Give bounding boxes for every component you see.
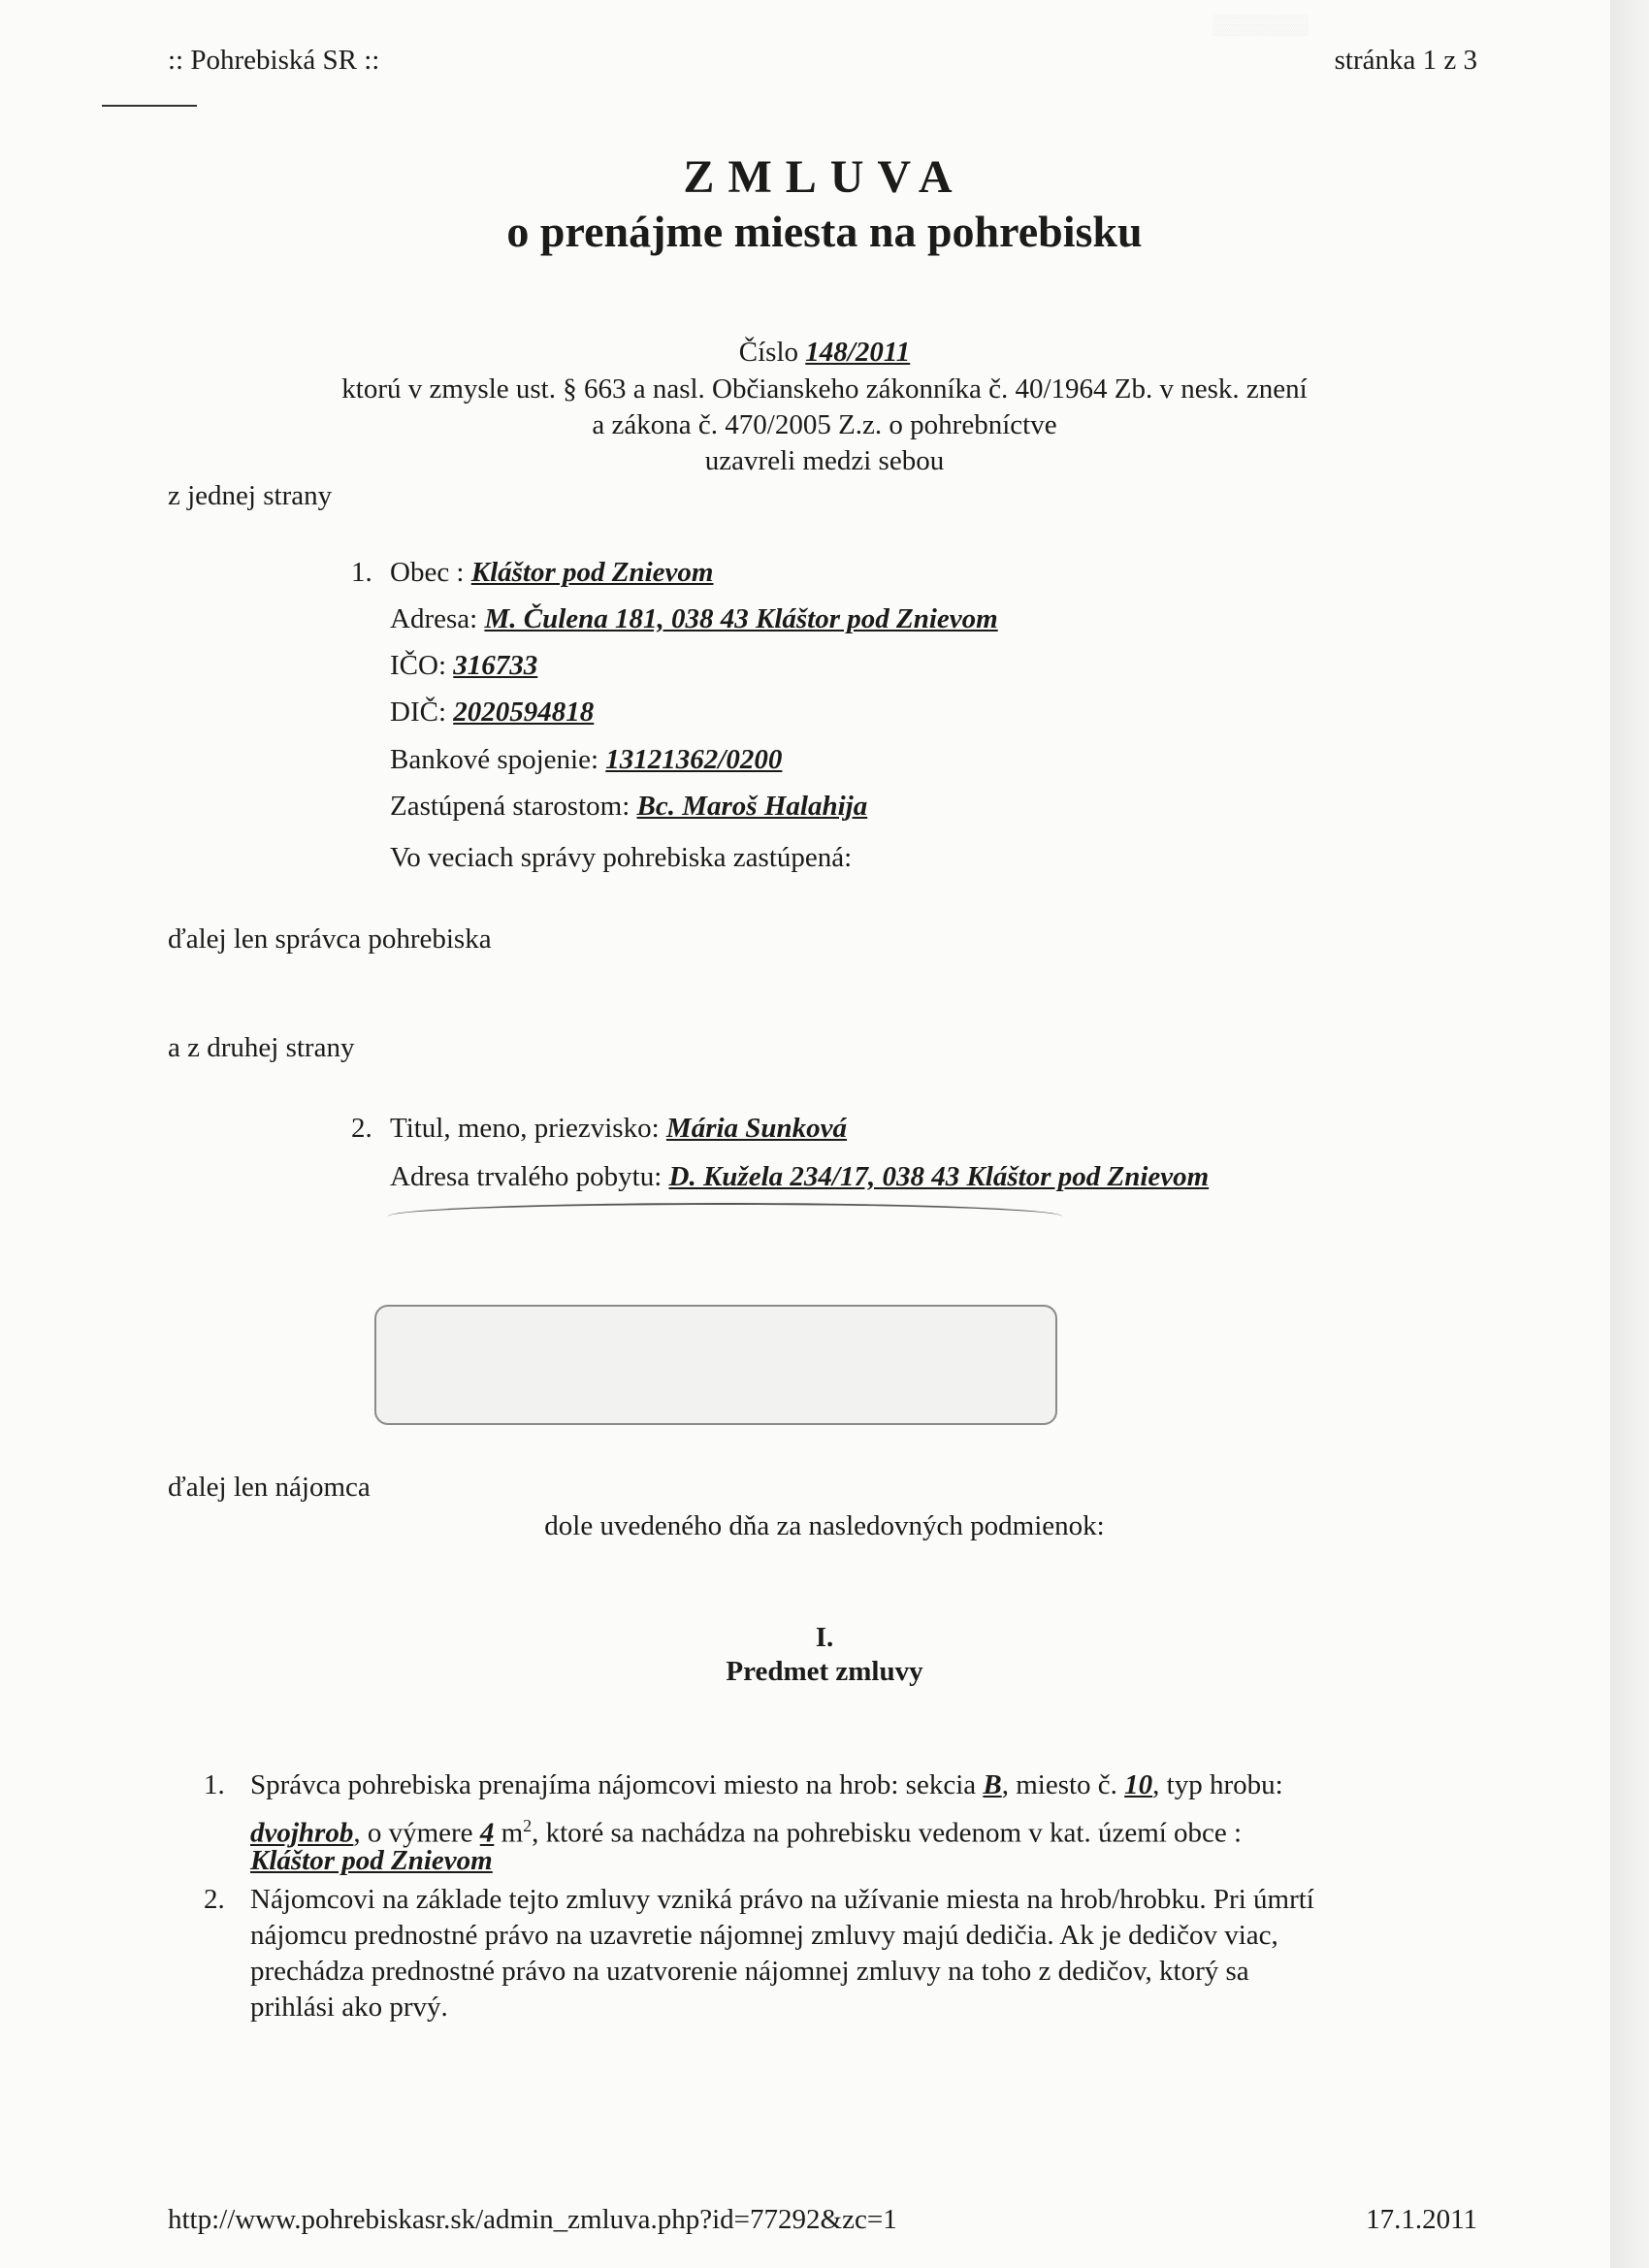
representative-value: Bc. Maroš Halahija bbox=[636, 791, 868, 822]
miesto-value: 10 bbox=[1124, 1769, 1153, 1800]
contract-number-line bbox=[0, 335, 1649, 370]
item1-text-a: Správca pohrebiska prenajíma nájomcovi miesto na hrob: sekcia bbox=[250, 1769, 977, 1800]
dic-label: DIČ: bbox=[390, 697, 446, 728]
party1-number: 1. bbox=[351, 557, 372, 588]
document-subtitle: o prenájme miesta na pohrebisku bbox=[506, 207, 1143, 256]
bleed-through-text: ▒▒▒▒▒▒▒ bbox=[1212, 15, 1310, 36]
adresa-value: M. Čulena 181, 038 43 Kláštor pod Znievom bbox=[484, 603, 998, 634]
contract-number-label: Číslo bbox=[738, 337, 799, 368]
item2-line1: Nájomcovi na základe tejto zmluvy vzniká právo na užívanie miesta na hrob/hrobku. Pri úmrtí bbox=[250, 1884, 1314, 1915]
party2-intro: a z druhej strany bbox=[168, 1032, 355, 1063]
item2-line4: prihlási ako prvý. bbox=[250, 1992, 448, 2023]
party1-representative-row bbox=[390, 789, 867, 824]
section-numeral: I. bbox=[815, 1622, 834, 1653]
party1-dic-row bbox=[390, 695, 594, 729]
item1-line1 bbox=[250, 1767, 1283, 1802]
item1-obec-value: Kláštor pod Znievom bbox=[250, 1845, 493, 1876]
name-value: Mária Sunková bbox=[665, 1113, 848, 1144]
party2-name-row bbox=[390, 1111, 847, 1146]
conditions-line: dole uvedeného dňa za nasledovných podmienok: bbox=[544, 1510, 1105, 1541]
item1-text-d: , o výmere bbox=[353, 1817, 473, 1849]
item1-line3 bbox=[250, 1843, 493, 1878]
party1-bank-row bbox=[390, 742, 782, 777]
document-title: ZMLUVA bbox=[683, 151, 966, 203]
section-heading: Predmet zmluvy bbox=[726, 1656, 923, 1687]
party1-address-row bbox=[390, 601, 998, 636]
item1-number: 1. bbox=[204, 1769, 225, 1800]
party2-address-row bbox=[390, 1159, 1209, 1194]
unit-superscript: 2 bbox=[523, 1816, 533, 1835]
item1-text-c: , typ hrobu: bbox=[1152, 1769, 1283, 1800]
item2-number: 2. bbox=[204, 1884, 225, 1915]
party1-ico-row bbox=[390, 648, 537, 683]
header-site-name: :: Pohrebiská SR :: bbox=[168, 45, 380, 76]
name-label: Titul, meno, priezvisko: bbox=[390, 1113, 660, 1144]
bank-value: 13121362/0200 bbox=[605, 744, 783, 775]
party2-number: 2. bbox=[351, 1113, 372, 1144]
redacted-area bbox=[374, 1305, 1057, 1425]
address-label: Adresa trvalého pobytu: bbox=[390, 1161, 663, 1192]
party2-outro: ďalej len nájomca bbox=[168, 1472, 371, 1503]
bank-label: Bankové spojenie: bbox=[390, 744, 599, 775]
item1-text-e: , ktoré sa nachádza na pohrebisku vedenom v kat. území obce : bbox=[532, 1817, 1243, 1849]
contract-number-value: 148/2011 bbox=[805, 337, 911, 368]
party1-obec-row bbox=[390, 555, 713, 590]
item2-line2: nájomcu prednostné právo na uzavretie nájomnej zmluvy majú dedičia. Ak je dedičov viac, bbox=[250, 1920, 1278, 1951]
adresa-label: Adresa: bbox=[390, 603, 478, 634]
party1-outro: ďalej len správca pohrebiska bbox=[168, 923, 492, 955]
obec-value: Kláštor pod Znievom bbox=[470, 557, 714, 588]
party1-admin-row: Vo veciach správy pohrebiska zastúpená: bbox=[390, 842, 853, 873]
item1-text-b: , miesto č. bbox=[1001, 1769, 1117, 1800]
address-value: D. Kužela 234/17, 038 43 Kláštor pod Znievom bbox=[668, 1161, 1210, 1192]
pen-mark bbox=[102, 105, 197, 107]
item2-line3: prechádza prednostné právo na uzatvorenie nájomnej zmluvy na toho z dedičov, ktorý sa bbox=[250, 1956, 1249, 1987]
party1-intro: z jednej strany bbox=[168, 480, 333, 511]
unit: m bbox=[501, 1817, 524, 1849]
obec-label: Obec : bbox=[390, 557, 465, 588]
vymera-value: 4 bbox=[479, 1817, 495, 1849]
representative-label: Zastúpená starostom: bbox=[390, 791, 630, 822]
footer-url: http://www.pohrebiskasr.sk/admin_zmluva.php?id=77292&zc=1 bbox=[168, 2204, 897, 2235]
header-page-number: stránka 1 z 3 bbox=[1334, 45, 1477, 76]
dic-value: 2020594818 bbox=[453, 697, 595, 728]
law-reference-line2: a zákona č. 470/2005 Z.z. o pohrebníctve bbox=[592, 409, 1057, 440]
sekcia-value: B bbox=[983, 1769, 1002, 1800]
ico-value: 316733 bbox=[453, 650, 538, 681]
footer-date: 17.1.2011 bbox=[1366, 2204, 1477, 2235]
ico-label: IČO: bbox=[390, 650, 446, 681]
law-reference-line1: ktorú v zmysle ust. § 663 a nasl. Občianskeho zákonníka č. 40/1964 Zb. v nesk. znení bbox=[341, 373, 1308, 405]
pen-stroke bbox=[388, 1203, 1062, 1230]
typ-value: dvojhrob bbox=[250, 1817, 354, 1849]
law-reference-line3: uzavreli medzi sebou bbox=[704, 445, 945, 476]
